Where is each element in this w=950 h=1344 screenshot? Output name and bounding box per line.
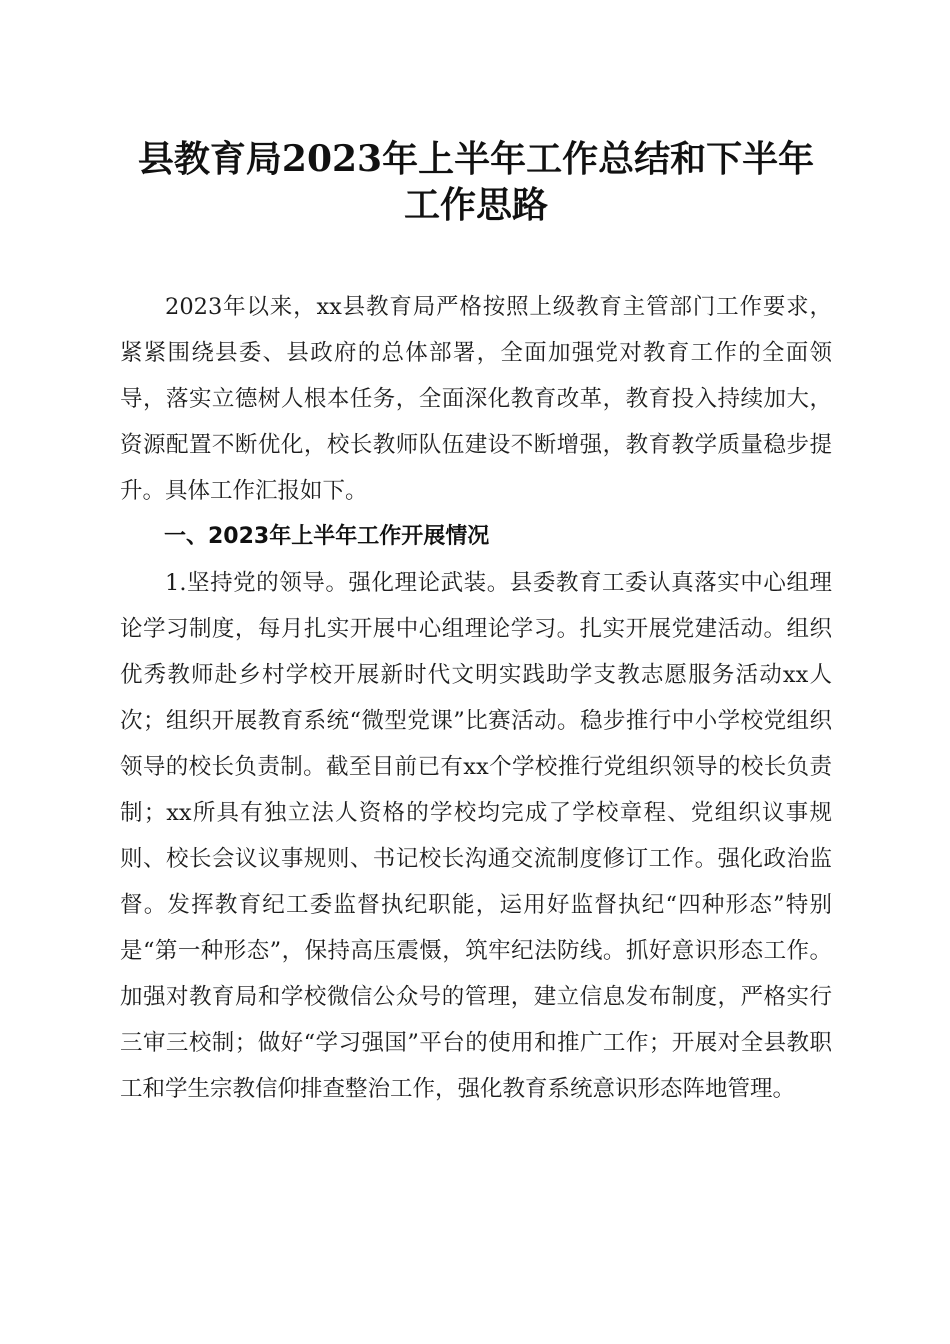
document-page (120, 0, 832, 1112)
intro-paragraph: 2023年以来，xx县教育局严格按照上级教育主管部门工作要求，紧紧围绕县委、县政府的总体部署，全面加强党对教育工作的全面领导，落实立德树人根本任务，全面深化教育改革，教育投入持续加大，资源配置不断优化，校长教师队伍建设不断增强，教育教学质量稳步提升。具体工作汇报如下。 (120, 294, 832, 504)
section-paragraph: 1.坚持党的领导。强化理论武装。县委教育工委认真落实中心组理论学习制度，每月扎实开展中心组理论学习。扎实开展党建活动。组织优秀教师赴乡村学校开展新时代文明实践助学支教志愿服务活动xx人次；组织开展教育系统“微型党课”比赛活动。稳步推行中小学校党组织领导的校长负责制。截至目前已有xx个学校推行党组织领导的校长负责制；xx所具有独立法人资格的学校均完成了学校章程、党组织议事规则、校长会议议事规则、书记校长沟通交流制度修订工作。强化政治监督。发挥教育纪工委监督执纪职能，运用好监督执纪“四种形态”特别是“第一种形态”，保持高压震慑，筑牢纪法防线。抓好意识形态工作。加强对教育局和学校微信公众号的管理，建立信息发布制度，严格实行三审三校制；做好“学习强国”平台的使用和推广工作；开展对全县教职工和学生宗教信仰排查整治工作，强化教育系统意识形态阵地管理。 (120, 570, 832, 1102)
document-title: 县教育局2023年上半年工作总结和下半年工作思路 (137, 138, 815, 226)
section-heading: 一、2023年上半年工作开展情况 (164, 524, 490, 549)
